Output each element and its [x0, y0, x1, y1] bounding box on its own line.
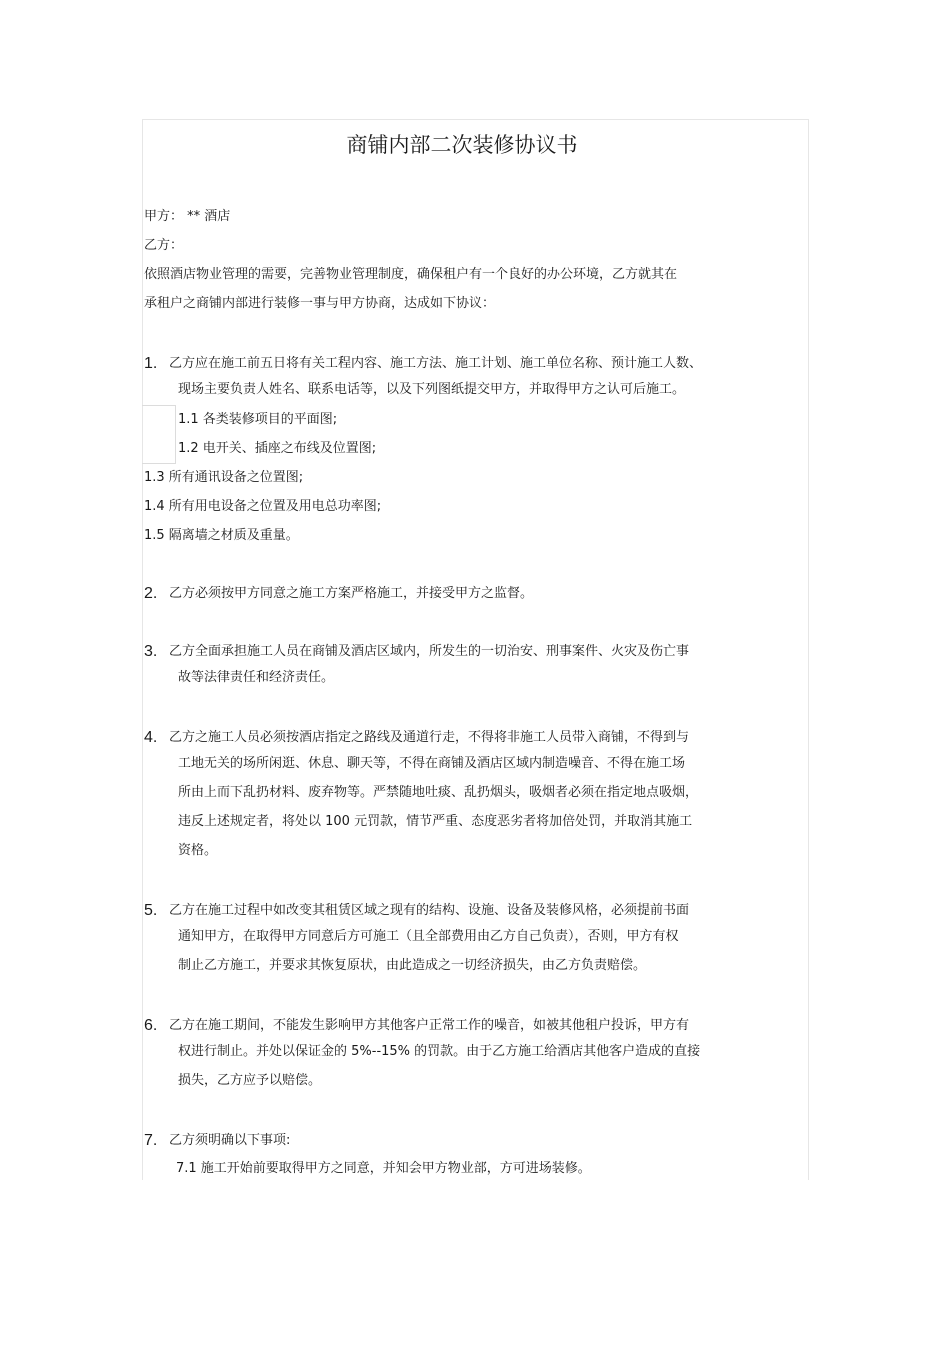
clause-text: 违反上述规定者，将处以 100 元罚款，情节严重、态度恶劣者将加倍处罚，并取消其施工 — [178, 814, 693, 829]
clause-text: 权进行制止。并处以保证金的 5%--15% 的罚款。由于乙方施工给酒店其他客户造成的直接 — [178, 1044, 701, 1059]
sub-item: 1.1 各类装修项目的平面图; — [178, 412, 338, 427]
clause-text: 损失，乙方应予以赔偿。 — [178, 1073, 322, 1088]
intro-line: 承租户之商铺内部进行装修一事与甲方协商，达成如下协议： — [144, 296, 496, 311]
clause-number: 1. — [144, 355, 158, 372]
clause-text: 乙方之施工人员必须按酒店指定之路线及通道行走，不得将非施工人员带入商铺，不得到与 — [169, 730, 690, 745]
clause-text: 现场主要负责人姓名、联系电话等，以及下列图纸提交甲方，并取得甲方之认可后施工。 — [178, 382, 686, 397]
clause-text: 乙方全面承担施工人员在商铺及酒店区域内，所发生的一切治安、刑事案件、火灾及伤亡事 — [169, 644, 690, 659]
document-title: 商铺内部二次装修协议书 — [346, 133, 578, 157]
sub-item: 7.1 施工开始前要取得甲方之同意，并知会甲方物业部，方可进场装修。 — [176, 1161, 591, 1176]
clause-number: 6. — [144, 1017, 158, 1034]
clause-text: 故等法律责任和经济责任。 — [178, 670, 335, 685]
clause-number: 2. — [144, 585, 158, 602]
clause-number: 5. — [144, 902, 158, 919]
clause-text: 所由上而下乱扔材料、废弃物等。严禁随地吐痰、乱扔烟头，吸烟者必须在指定地点吸烟， — [178, 785, 699, 800]
intro-line: 依照酒店物业管理的需要，完善物业管理制度，确保租户有一个良好的办公环境，乙方就其在 — [144, 267, 678, 282]
clause-text: 乙方须明确以下事项: — [169, 1133, 291, 1148]
sub-item: 1.3 所有通讯设备之位置图; — [144, 470, 304, 485]
clause-text: 乙方应在施工前五日将有关工程内容、施工方法、施工计划、施工单位名称、预计施工人数、 — [169, 356, 703, 371]
party-a-line: 甲方： ** 酒店 — [144, 209, 231, 224]
clause-number: 4. — [144, 729, 158, 746]
party-b-line: 乙方： — [144, 238, 184, 253]
clause-text: 乙方在施工过程中如改变其租赁区域之现有的结构、设施、设备及装修风格，必须提前书面 — [169, 903, 690, 918]
clause-text: 乙方在施工期间，不能发生影响甲方其他客户正常工作的噪音，如被其他租户投诉，甲方有 — [169, 1018, 690, 1033]
clause-number: 3. — [144, 643, 158, 660]
sub-item: 1.2 电开关、插座之布线及位置图; — [178, 441, 377, 456]
clause-text: 制止乙方施工，并要求其恢复原状，由此造成之一切经济损失，由乙方负责赔偿。 — [178, 958, 647, 973]
clause-text: 资格。 — [178, 843, 218, 858]
clause-number: 7. — [144, 1132, 158, 1149]
clause-text: 乙方必须按甲方同意之施工方案严格施工，并接受甲方之监督。 — [169, 586, 534, 601]
sub-item: 1.4 所有用电设备之位置及用电总功率图; — [144, 499, 382, 514]
sub-item: 1.5 隔离墙之材质及重量。 — [144, 528, 299, 543]
clause-text: 通知甲方，在取得甲方同意后方可施工（且全部费用由乙方自己负责），否则，甲方有权 — [178, 929, 679, 944]
sub-item-box — [142, 405, 176, 464]
clause-text: 工地无关的场所闲逛、休息、聊天等，不得在商铺及酒店区域内制造噪音、不得在施工场 — [178, 756, 686, 771]
